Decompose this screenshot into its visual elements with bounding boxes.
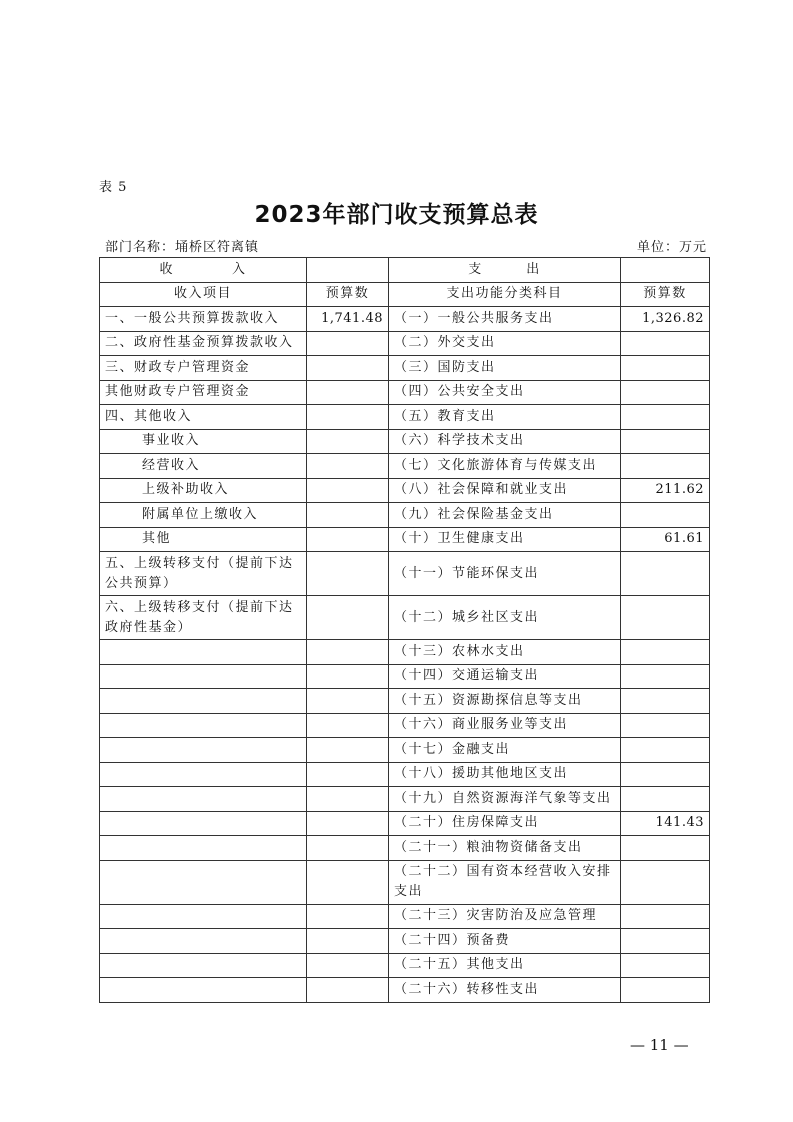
table-row bbox=[100, 713, 710, 738]
income-amount-cell bbox=[307, 331, 389, 356]
income-amount-cell bbox=[307, 904, 389, 929]
expense-item-cell: （十四）交通运输支出 bbox=[389, 664, 621, 689]
table-row bbox=[100, 527, 710, 552]
expense-amount-cell bbox=[621, 904, 710, 929]
expense-amount-cell bbox=[621, 356, 710, 381]
expense-item-cell: （一）一般公共服务支出 bbox=[389, 307, 621, 332]
income-amount-cell bbox=[307, 978, 389, 1003]
empty-cell bbox=[307, 258, 389, 283]
expense-item-cell: （二十五）其他支出 bbox=[389, 953, 621, 978]
income-amount-cell bbox=[307, 405, 389, 430]
expense-item-header: 支出功能分类科目 bbox=[389, 282, 621, 307]
table-row bbox=[100, 664, 710, 689]
income-amount-cell bbox=[307, 836, 389, 861]
income-item-cell bbox=[100, 787, 307, 812]
expense-amount-cell bbox=[621, 713, 710, 738]
income-amount-cell bbox=[307, 478, 389, 503]
income-item-cell: 经营收入 bbox=[100, 454, 307, 479]
expense-item-cell: （二十）住房保障支出 bbox=[389, 811, 621, 836]
income-item-cell bbox=[100, 811, 307, 836]
table-row bbox=[100, 552, 710, 596]
expense-item-cell: （二十四）预备费 bbox=[389, 929, 621, 954]
table-row bbox=[100, 356, 710, 381]
expense-amount-cell bbox=[621, 596, 710, 640]
table-row bbox=[100, 904, 710, 929]
income-item-cell: 附属单位上缴收入 bbox=[100, 503, 307, 528]
expense-amount-cell bbox=[621, 953, 710, 978]
income-amount-header: 预算数 bbox=[307, 282, 389, 307]
header-row-2 bbox=[100, 282, 710, 307]
income-item-cell bbox=[100, 762, 307, 787]
expense-amount-cell: 1,326.82 bbox=[621, 307, 710, 332]
expense-item-cell: （二十六）转移性支出 bbox=[389, 978, 621, 1003]
income-item-cell: 二、政府性基金预算拨款收入 bbox=[100, 331, 307, 356]
expense-item-cell: （十九）自然资源海洋气象等支出 bbox=[389, 787, 621, 812]
expense-item-cell: （七）文化旅游体育与传媒支出 bbox=[389, 454, 621, 479]
income-item-cell: 五、上级转移支付（提前下达公共预算） bbox=[100, 552, 307, 596]
income-item-cell bbox=[100, 860, 307, 904]
expense-item-cell: （十五）资源勘探信息等支出 bbox=[389, 689, 621, 714]
income-amount-cell bbox=[307, 356, 389, 381]
table-row bbox=[100, 596, 710, 640]
expense-amount-cell bbox=[621, 405, 710, 430]
expense-amount-cell bbox=[621, 380, 710, 405]
income-amount-cell: 1,741.48 bbox=[307, 307, 389, 332]
table-row bbox=[100, 929, 710, 954]
table-row bbox=[100, 307, 710, 332]
income-amount-cell bbox=[307, 929, 389, 954]
expense-amount-cell bbox=[621, 552, 710, 596]
expense-item-cell: （二十一）粮油物资储备支出 bbox=[389, 836, 621, 861]
expense-amount-cell bbox=[621, 929, 710, 954]
table-row bbox=[100, 478, 710, 503]
income-amount-cell bbox=[307, 454, 389, 479]
income-amount-cell bbox=[307, 640, 389, 665]
expense-amount-cell bbox=[621, 978, 710, 1003]
table-row bbox=[100, 689, 710, 714]
table-row bbox=[100, 953, 710, 978]
income-item-cell bbox=[100, 738, 307, 763]
expense-item-cell: （十）卫生健康支出 bbox=[389, 527, 621, 552]
income-item-cell: 六、上级转移支付（提前下达政府性基金） bbox=[100, 596, 307, 640]
expense-item-cell: （十三）农林水支出 bbox=[389, 640, 621, 665]
table-row bbox=[100, 787, 710, 812]
header-row-1 bbox=[100, 258, 710, 283]
expense-item-cell: （三）国防支出 bbox=[389, 356, 621, 381]
expense-item-cell: （六）科学技术支出 bbox=[389, 429, 621, 454]
income-amount-cell bbox=[307, 527, 389, 552]
income-amount-cell bbox=[307, 689, 389, 714]
income-item-cell bbox=[100, 689, 307, 714]
income-amount-cell bbox=[307, 429, 389, 454]
table-row bbox=[100, 405, 710, 430]
table-row bbox=[100, 811, 710, 836]
income-amount-cell bbox=[307, 664, 389, 689]
expense-item-cell: （十一）节能环保支出 bbox=[389, 552, 621, 596]
table-row bbox=[100, 978, 710, 1003]
expense-item-cell: （十八）援助其他地区支出 bbox=[389, 762, 621, 787]
income-amount-cell bbox=[307, 738, 389, 763]
table-label: 表 5 bbox=[99, 180, 128, 195]
expense-item-cell: （九）社会保险基金支出 bbox=[389, 503, 621, 528]
expense-item-cell: （四）公共安全支出 bbox=[389, 380, 621, 405]
income-item-cell bbox=[100, 836, 307, 861]
table-row bbox=[100, 738, 710, 763]
expense-amount-cell bbox=[621, 664, 710, 689]
income-amount-cell bbox=[307, 713, 389, 738]
expense-item-cell: （五）教育支出 bbox=[389, 405, 621, 430]
expense-amount-cell bbox=[621, 738, 710, 763]
income-amount-cell bbox=[307, 811, 389, 836]
income-item-cell: 一、一般公共预算拨款收入 bbox=[100, 307, 307, 332]
expense-amount-cell bbox=[621, 331, 710, 356]
expense-item-cell: （二十二）国有资本经营收入安排支出 bbox=[389, 860, 621, 904]
table-row bbox=[100, 331, 710, 356]
expense-amount-cell: 61.61 bbox=[621, 527, 710, 552]
table-row bbox=[100, 454, 710, 479]
expense-item-cell: （八）社会保障和就业支出 bbox=[389, 478, 621, 503]
expense-amount-cell bbox=[621, 454, 710, 479]
table-row bbox=[100, 380, 710, 405]
income-item-cell: 事业收入 bbox=[100, 429, 307, 454]
department-name: 部门名称：埇桥区符离镇 bbox=[105, 240, 260, 255]
income-item-cell: 三、财政专户管理资金 bbox=[100, 356, 307, 381]
expense-amount-cell bbox=[621, 787, 710, 812]
expense-header: 支 出 bbox=[389, 258, 621, 283]
table-row bbox=[100, 640, 710, 665]
income-item-cell bbox=[100, 713, 307, 738]
expense-item-cell: （二十三）灾害防治及应急管理 bbox=[389, 904, 621, 929]
empty-cell bbox=[621, 258, 710, 283]
income-item-cell: 四、其他收入 bbox=[100, 405, 307, 430]
income-amount-cell bbox=[307, 860, 389, 904]
unit-label: 单位：万元 bbox=[636, 240, 707, 255]
table-row bbox=[100, 503, 710, 528]
expense-amount-cell bbox=[621, 689, 710, 714]
income-item-cell bbox=[100, 953, 307, 978]
income-amount-cell bbox=[307, 953, 389, 978]
income-amount-cell bbox=[307, 787, 389, 812]
income-item-cell: 其他财政专户管理资金 bbox=[100, 380, 307, 405]
expense-amount-header: 预算数 bbox=[621, 282, 710, 307]
page-title: 2023年部门收支预算总表 bbox=[254, 202, 539, 228]
income-amount-cell bbox=[307, 552, 389, 596]
expense-amount-cell bbox=[621, 836, 710, 861]
income-amount-cell bbox=[307, 762, 389, 787]
page-number: — 11 — bbox=[630, 1036, 689, 1054]
table-row bbox=[100, 836, 710, 861]
expense-amount-cell: 141.43 bbox=[621, 811, 710, 836]
expense-amount-cell bbox=[621, 860, 710, 904]
income-header: 收 入 bbox=[100, 258, 307, 283]
income-item-cell bbox=[100, 904, 307, 929]
expense-amount-cell bbox=[621, 762, 710, 787]
income-item-cell bbox=[100, 664, 307, 689]
expense-amount-cell bbox=[621, 429, 710, 454]
table-row bbox=[100, 429, 710, 454]
expense-item-cell: （十六）商业服务业等支出 bbox=[389, 713, 621, 738]
income-item-header: 收入项目 bbox=[100, 282, 307, 307]
expense-amount-cell: 211.62 bbox=[621, 478, 710, 503]
income-amount-cell bbox=[307, 596, 389, 640]
income-item-cell: 其他 bbox=[100, 527, 307, 552]
table-row bbox=[100, 860, 710, 904]
income-amount-cell bbox=[307, 503, 389, 528]
expense-amount-cell bbox=[621, 640, 710, 665]
table-row bbox=[100, 762, 710, 787]
income-amount-cell bbox=[307, 380, 389, 405]
expense-item-cell: （二）外交支出 bbox=[389, 331, 621, 356]
expense-item-cell: （十二）城乡社区支出 bbox=[389, 596, 621, 640]
budget-table bbox=[99, 257, 710, 1003]
income-item-cell bbox=[100, 929, 307, 954]
income-item-cell: 上级补助收入 bbox=[100, 478, 307, 503]
expense-item-cell: （十七）金融支出 bbox=[389, 738, 621, 763]
income-item-cell bbox=[100, 978, 307, 1003]
income-item-cell bbox=[100, 640, 307, 665]
expense-amount-cell bbox=[621, 503, 710, 528]
